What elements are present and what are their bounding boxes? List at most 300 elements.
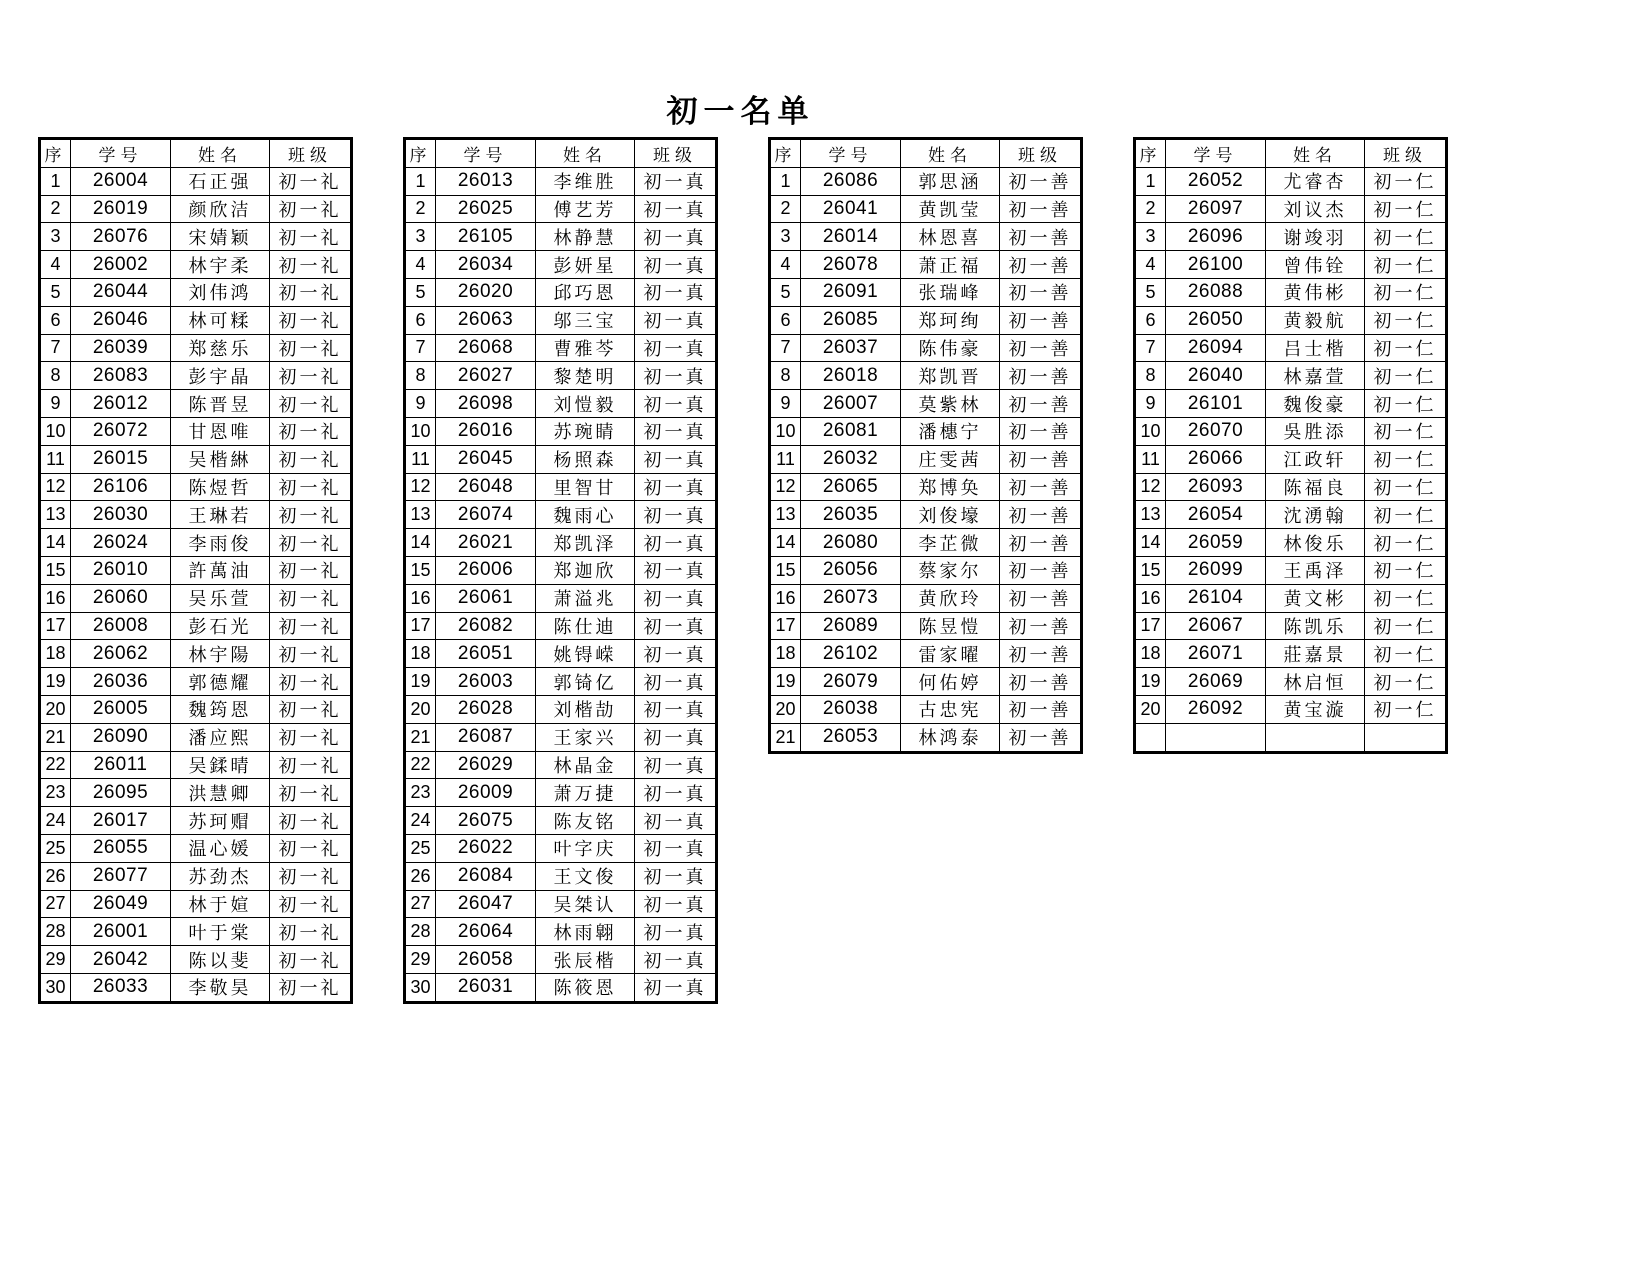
student-id-cell: 26040: [1166, 362, 1266, 390]
header-row: [40, 139, 352, 168]
student-id-cell: 26039: [71, 334, 171, 362]
student-name-cell: 陈筱恩: [536, 973, 635, 1002]
class-cell: 初一真: [635, 195, 717, 223]
student-name-cell: 傅艺芳: [536, 195, 635, 223]
student-name-cell: 王文俊: [536, 862, 635, 890]
student-id-cell: 26071: [1166, 640, 1266, 668]
class-cell: 初一善: [1000, 612, 1082, 640]
class-cell: 初一礼: [270, 195, 352, 223]
row-number-cell: 12: [40, 473, 71, 501]
class-cell: 初一礼: [270, 223, 352, 251]
student-id-cell: 26076: [71, 223, 171, 251]
class-cell: 初一善: [1000, 251, 1082, 279]
row-number-cell: 18: [405, 640, 436, 668]
student-id-cell: 26093: [1166, 473, 1266, 501]
student-name-cell: 莊嘉景: [1266, 640, 1365, 668]
table-body: [770, 167, 1082, 752]
student-name-cell: 刘楷劼: [536, 695, 635, 723]
student-id-cell: 26090: [71, 723, 171, 751]
row-number-cell: 8: [770, 362, 801, 390]
class-cell: 初一仁: [1365, 278, 1447, 306]
table-row: [40, 501, 352, 529]
row-number-cell: 12: [770, 473, 801, 501]
student-name-cell: 郭思涵: [901, 167, 1000, 195]
class-cell: 初一真: [635, 640, 717, 668]
class-cell: 初一真: [635, 973, 717, 1002]
student-name-cell: 吕士楷: [1266, 334, 1365, 362]
student-id-cell: 26075: [436, 807, 536, 835]
student-name-cell: 陈以斐: [171, 946, 270, 974]
table-row: [405, 501, 717, 529]
student-name-cell: 莫紫林: [901, 390, 1000, 418]
class-cell: 初一仁: [1365, 167, 1447, 195]
student-id-cell: 26011: [71, 751, 171, 779]
row-number-cell: 13: [1135, 501, 1166, 529]
class-cell: 初一善: [1000, 695, 1082, 723]
student-id-cell: 26005: [71, 695, 171, 723]
table-row: [405, 973, 717, 1002]
student-name-cell: 王琳若: [171, 501, 270, 529]
table-row: [1135, 362, 1447, 390]
table-row: [405, 278, 717, 306]
student-id-cell: 26056: [801, 556, 901, 584]
student-id-cell: 26029: [436, 751, 536, 779]
row-number-cell: 11: [40, 445, 71, 473]
table-row: [40, 334, 352, 362]
student-id-cell: 26070: [1166, 417, 1266, 445]
row-number-cell: 26: [40, 862, 71, 890]
row-number-cell: 2: [40, 195, 71, 223]
row-number-cell: 18: [770, 640, 801, 668]
class-cell: 初一礼: [270, 751, 352, 779]
student-id-cell: 26105: [436, 223, 536, 251]
student-name-cell: 甘恩唯: [171, 417, 270, 445]
row-number-cell: 6: [405, 306, 436, 334]
table-row: [40, 918, 352, 946]
student-id-cell: 26046: [71, 306, 171, 334]
row-number-cell: 5: [1135, 278, 1166, 306]
class-cell: 初一礼: [270, 334, 352, 362]
table-row: [40, 695, 352, 723]
table-row: [40, 556, 352, 584]
row-number-cell: 9: [405, 390, 436, 418]
row-number-cell: 7: [40, 334, 71, 362]
student-id-cell: 26081: [801, 417, 901, 445]
table-row: [40, 612, 352, 640]
row-number-cell: 4: [1135, 251, 1166, 279]
table-row: [770, 584, 1082, 612]
class-cell: 初一善: [1000, 417, 1082, 445]
student-name-cell: 彭妍星: [536, 251, 635, 279]
row-number-cell: 12: [1135, 473, 1166, 501]
empty-cell: [1365, 723, 1447, 752]
class-cell: 初一真: [635, 223, 717, 251]
class-cell: 初一礼: [270, 501, 352, 529]
row-number-cell: 20: [770, 695, 801, 723]
student-name-cell: 黄欣玲: [901, 584, 1000, 612]
student-id-cell: 26022: [436, 834, 536, 862]
student-name-cell: 郑珂绚: [901, 306, 1000, 334]
table-row: [1135, 251, 1447, 279]
empty-cell: [1166, 723, 1266, 752]
class-cell: 初一善: [1000, 306, 1082, 334]
row-number-cell: 19: [770, 668, 801, 696]
roster-table: [768, 137, 1083, 754]
table-body: [405, 167, 717, 1002]
student-id-cell: 26060: [71, 584, 171, 612]
student-name-cell: 蔡家尔: [901, 556, 1000, 584]
row-number-cell: 15: [1135, 556, 1166, 584]
class-cell: 初一真: [635, 306, 717, 334]
student-name-cell: 吴乐萱: [171, 584, 270, 612]
student-id-cell: 26065: [801, 473, 901, 501]
student-id-cell: 26049: [71, 890, 171, 918]
student-id-cell: 26074: [436, 501, 536, 529]
student-id-cell: 26097: [1166, 195, 1266, 223]
table-row: [40, 807, 352, 835]
table-row: [405, 779, 717, 807]
class-cell: 初一真: [635, 529, 717, 557]
table-row: [770, 306, 1082, 334]
class-cell: 初一礼: [270, 862, 352, 890]
class-cell: 初一真: [635, 445, 717, 473]
header-class: 班级: [1000, 139, 1082, 168]
student-id-cell: 26025: [436, 195, 536, 223]
row-number-cell: 1: [40, 167, 71, 195]
class-cell: 初一真: [635, 251, 717, 279]
student-name-cell: 石正强: [171, 167, 270, 195]
student-name-cell: 陈友铭: [536, 807, 635, 835]
row-number-cell: 23: [40, 779, 71, 807]
class-cell: 初一真: [635, 723, 717, 751]
row-number-cell: 10: [40, 417, 71, 445]
class-cell: 初一礼: [270, 556, 352, 584]
row-number-cell: 30: [405, 973, 436, 1002]
class-cell: 初一真: [635, 668, 717, 696]
row-number-cell: 21: [40, 723, 71, 751]
row-number-cell: 3: [770, 223, 801, 251]
table-row: [40, 362, 352, 390]
class-cell: 初一善: [1000, 445, 1082, 473]
class-cell: 初一真: [635, 946, 717, 974]
row-number-cell: 3: [1135, 223, 1166, 251]
class-cell: 初一礼: [270, 167, 352, 195]
class-cell: 初一真: [635, 390, 717, 418]
student-id-cell: 26032: [801, 445, 901, 473]
student-id-cell: 26086: [801, 167, 901, 195]
table-header: [40, 139, 352, 168]
class-cell: 初一善: [1000, 556, 1082, 584]
header-seq: 序: [405, 139, 436, 168]
student-name-cell: 林宇陽: [171, 640, 270, 668]
row-number-cell: 2: [405, 195, 436, 223]
class-cell: 初一礼: [270, 779, 352, 807]
class-cell: 初一仁: [1365, 306, 1447, 334]
class-cell: 初一真: [635, 473, 717, 501]
student-name-cell: 彭石光: [171, 612, 270, 640]
header-student-id: 学号: [1166, 139, 1266, 168]
table-row: [40, 417, 352, 445]
class-cell: 初一仁: [1365, 612, 1447, 640]
student-id-cell: 26041: [801, 195, 901, 223]
student-id-cell: 26050: [1166, 306, 1266, 334]
student-name-cell: 林嘉萱: [1266, 362, 1365, 390]
table-row: [40, 584, 352, 612]
student-name-cell: 温心媛: [171, 834, 270, 862]
table-row: [1135, 390, 1447, 418]
student-id-cell: 26038: [801, 695, 901, 723]
row-number-cell: 14: [1135, 529, 1166, 557]
table-row: [40, 723, 352, 751]
row-number-cell: 2: [770, 195, 801, 223]
student-id-cell: 26018: [801, 362, 901, 390]
class-table-1: [38, 137, 353, 1004]
table-row: [405, 223, 717, 251]
student-name-cell: 吳胜添: [1266, 417, 1365, 445]
class-cell: 初一礼: [270, 973, 352, 1002]
class-cell: 初一真: [635, 417, 717, 445]
roster-table: [403, 137, 718, 1004]
header-row: [405, 139, 717, 168]
student-name-cell: 林鸿泰: [901, 723, 1000, 752]
student-id-cell: 26058: [436, 946, 536, 974]
class-cell: 初一善: [1000, 473, 1082, 501]
table-row: [405, 807, 717, 835]
student-id-cell: 26082: [436, 612, 536, 640]
student-id-cell: 26089: [801, 612, 901, 640]
table-row: [405, 946, 717, 974]
student-id-cell: 26101: [1166, 390, 1266, 418]
row-number-cell: 16: [40, 584, 71, 612]
class-cell: 初一善: [1000, 195, 1082, 223]
table-row: [405, 473, 717, 501]
row-number-cell: 5: [770, 278, 801, 306]
student-name-cell: 黄凯莹: [901, 195, 1000, 223]
student-id-cell: 26098: [436, 390, 536, 418]
student-name-cell: 魏俊豪: [1266, 390, 1365, 418]
row-number-cell: 15: [40, 556, 71, 584]
table-row: [405, 362, 717, 390]
student-id-cell: 26061: [436, 584, 536, 612]
page-title: 初一名单: [666, 94, 815, 130]
class-cell: 初一仁: [1365, 390, 1447, 418]
row-number-cell: 11: [1135, 445, 1166, 473]
row-number-cell: 28: [405, 918, 436, 946]
table-row: [405, 445, 717, 473]
table-row: [770, 501, 1082, 529]
row-number-cell: 27: [405, 890, 436, 918]
class-cell: 初一真: [635, 612, 717, 640]
class-cell: 初一善: [1000, 362, 1082, 390]
header-name: 姓名: [1266, 139, 1365, 168]
student-name-cell: 刘俊壕: [901, 501, 1000, 529]
header-student-id: 学号: [801, 139, 901, 168]
student-id-cell: 26017: [71, 807, 171, 835]
class-cell: 初一善: [1000, 390, 1082, 418]
class-cell: 初一礼: [270, 584, 352, 612]
row-number-cell: 29: [40, 946, 71, 974]
class-cell: 初一善: [1000, 167, 1082, 195]
student-id-cell: 26102: [801, 640, 901, 668]
student-name-cell: 刘愷毅: [536, 390, 635, 418]
table-row: [40, 779, 352, 807]
row-number-cell: 6: [770, 306, 801, 334]
row-number-cell: 16: [405, 584, 436, 612]
class-cell: 初一仁: [1365, 251, 1447, 279]
header-class: 班级: [270, 139, 352, 168]
row-number-cell: 1: [405, 167, 436, 195]
class-table-4: [1133, 137, 1448, 754]
student-id-cell: 26013: [436, 167, 536, 195]
row-number-cell: 9: [1135, 390, 1166, 418]
table-row: [405, 529, 717, 557]
student-name-cell: 古忠宪: [901, 695, 1000, 723]
student-name-cell: 彭宇晶: [171, 362, 270, 390]
student-id-cell: 26055: [71, 834, 171, 862]
student-id-cell: 26059: [1166, 529, 1266, 557]
class-cell: 初一礼: [270, 834, 352, 862]
class-cell: 初一善: [1000, 501, 1082, 529]
table-row: [40, 640, 352, 668]
student-id-cell: 26010: [71, 556, 171, 584]
class-table-2: [403, 137, 718, 1004]
student-name-cell: 邱巧恩: [536, 278, 635, 306]
row-number-cell: 4: [40, 251, 71, 279]
student-id-cell: 26051: [436, 640, 536, 668]
class-cell: 初一礼: [270, 890, 352, 918]
table-row: [405, 417, 717, 445]
student-id-cell: 26053: [801, 723, 901, 752]
table-row: [1135, 195, 1447, 223]
class-cell: 初一礼: [270, 278, 352, 306]
student-name-cell: 林晶金: [536, 751, 635, 779]
student-id-cell: 26044: [71, 278, 171, 306]
row-number-cell: 17: [40, 612, 71, 640]
student-name-cell: 吴鍒晴: [171, 751, 270, 779]
row-number-cell: 29: [405, 946, 436, 974]
table-row: [770, 695, 1082, 723]
row-number-cell: 4: [770, 251, 801, 279]
header-seq: 序: [40, 139, 71, 168]
student-id-cell: 26080: [801, 529, 901, 557]
student-name-cell: 許萬油: [171, 556, 270, 584]
row-number-cell: 12: [405, 473, 436, 501]
empty-cell: [1135, 723, 1166, 752]
student-name-cell: 潘橞宁: [901, 417, 1000, 445]
student-name-cell: 曾伟铨: [1266, 251, 1365, 279]
header-student-id: 学号: [71, 139, 171, 168]
class-cell: 初一仁: [1365, 417, 1447, 445]
student-name-cell: 萧万捷: [536, 779, 635, 807]
class-cell: 初一礼: [270, 445, 352, 473]
student-id-cell: 26020: [436, 278, 536, 306]
student-name-cell: 谢竣羽: [1266, 223, 1365, 251]
row-number-cell: 5: [405, 278, 436, 306]
header-seq: 序: [1135, 139, 1166, 168]
student-name-cell: 林雨翺: [536, 918, 635, 946]
row-number-cell: 18: [1135, 640, 1166, 668]
row-number-cell: 10: [770, 417, 801, 445]
table-row: [405, 334, 717, 362]
student-name-cell: 林于媗: [171, 890, 270, 918]
student-name-cell: 李敬昊: [171, 973, 270, 1002]
row-number-cell: 7: [1135, 334, 1166, 362]
row-number-cell: 24: [405, 807, 436, 835]
class-cell: 初一礼: [270, 529, 352, 557]
row-number-cell: 14: [405, 529, 436, 557]
table-row: [1135, 334, 1447, 362]
header-class: 班级: [635, 139, 717, 168]
class-cell: 初一善: [1000, 668, 1082, 696]
class-cell: 初一真: [635, 751, 717, 779]
student-name-cell: 里智甘: [536, 473, 635, 501]
student-name-cell: 林恩喜: [901, 223, 1000, 251]
student-name-cell: 叶于棠: [171, 918, 270, 946]
student-name-cell: 李雨俊: [171, 529, 270, 557]
student-name-cell: 洪慧卿: [171, 779, 270, 807]
table-row: [1135, 529, 1447, 557]
student-name-cell: 萧正福: [901, 251, 1000, 279]
row-number-cell: 21: [405, 723, 436, 751]
student-name-cell: 黎楚明: [536, 362, 635, 390]
student-id-cell: 26096: [1166, 223, 1266, 251]
class-cell: 初一善: [1000, 529, 1082, 557]
class-cell: 初一礼: [270, 306, 352, 334]
table-row: [405, 834, 717, 862]
row-number-cell: 13: [405, 501, 436, 529]
table-row: [1135, 584, 1447, 612]
table-row: [770, 223, 1082, 251]
table-row: [770, 362, 1082, 390]
table-row: [40, 251, 352, 279]
student-id-cell: 26016: [436, 417, 536, 445]
row-number-cell: 18: [40, 640, 71, 668]
header-row: [1135, 139, 1447, 168]
student-name-cell: 陈昱愷: [901, 612, 1000, 640]
class-cell: 初一礼: [270, 612, 352, 640]
student-name-cell: 刘伟鸿: [171, 278, 270, 306]
student-id-cell: 26066: [1166, 445, 1266, 473]
student-name-cell: 曹雅芩: [536, 334, 635, 362]
student-id-cell: 26073: [801, 584, 901, 612]
student-id-cell: 26014: [801, 223, 901, 251]
student-id-cell: 26027: [436, 362, 536, 390]
student-id-cell: 26028: [436, 695, 536, 723]
student-id-cell: 26002: [71, 251, 171, 279]
student-id-cell: 26003: [436, 668, 536, 696]
student-name-cell: 苏劲杰: [171, 862, 270, 890]
class-cell: 初一礼: [270, 946, 352, 974]
student-name-cell: 张瑞峰: [901, 278, 1000, 306]
table-row: [1135, 612, 1447, 640]
student-id-cell: 26012: [71, 390, 171, 418]
student-id-cell: 26092: [1166, 695, 1266, 723]
row-number-cell: 19: [1135, 668, 1166, 696]
student-name-cell: 雷家曜: [901, 640, 1000, 668]
row-number-cell: 16: [770, 584, 801, 612]
class-cell: 初一仁: [1365, 334, 1447, 362]
table-row: [40, 195, 352, 223]
class-cell: 初一仁: [1365, 695, 1447, 723]
class-cell: 初一仁: [1365, 473, 1447, 501]
student-name-cell: 魏筠恩: [171, 695, 270, 723]
student-name-cell: 颜欣洁: [171, 195, 270, 223]
table-row: [405, 695, 717, 723]
student-name-cell: 何佑婷: [901, 668, 1000, 696]
row-number-cell: 1: [1135, 167, 1166, 195]
row-number-cell: 10: [405, 417, 436, 445]
student-name-cell: 林俊乐: [1266, 529, 1365, 557]
